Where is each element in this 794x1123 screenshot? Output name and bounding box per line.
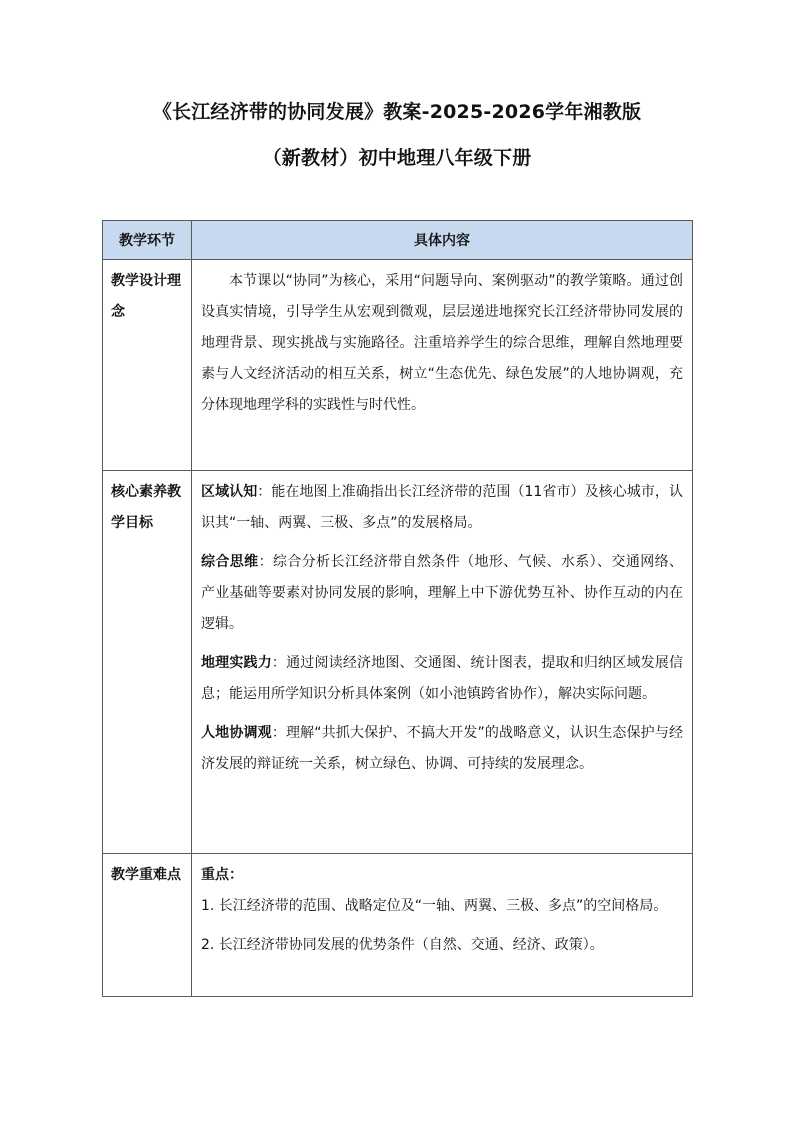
lesson-plan-table (102, 220, 693, 997)
goal-human-land-coordination (192, 718, 692, 780)
document-title-line-2: （新教材）初中地理八年级下册 (262, 147, 532, 169)
goal-geographic-practice (192, 648, 692, 710)
goal-name: 人地协调观 (201, 725, 272, 741)
header-teaching-stage: 教学环节 (103, 221, 192, 260)
row-label-cell (103, 260, 192, 471)
row-label-core-literacy-goals: 核心素养教学目标 (111, 484, 181, 531)
header-specific-content: 具体内容 (192, 221, 693, 260)
goal-text: ：综合分析长江经济带自然条件（地形、气候、水系）、交通网络、产业基础等要素对协同发展的影响，理解上中下游优势互补、协作互动的内在逻辑。 (201, 554, 684, 632)
table-header-row (103, 221, 693, 260)
row-label-design-concept: 教学设计理念 (111, 273, 181, 320)
goal-integrated-thinking (192, 547, 692, 640)
goal-text: ：理解“共抓大保护、不搞大开发”的战略意义，认识生态保护与经济发展的辩证统一关系，树立绿色、协调、可持续的发展理念。 (201, 725, 683, 772)
goal-regional-cognition (192, 471, 692, 539)
goal-text: ：通过阅读经济地图、交通图、统计图表，提取和归纳区域发展信息；能运用所学知识分析具体案例（如小池镇跨省协作），解决实际问题。 (201, 655, 684, 702)
goal-name: 综合思维 (201, 554, 259, 570)
design-concept-text: 本节课以“协同”为核心，采用“问题导向、案例驱动”的教学策略。通过创设真实情境，引导学生从宏观到微观，层层递进地探究长江经济带协同发展的地理背景、现实挑战与实施路径。注重培养学生的综合思维，理解自然地理要素与人文经济活动的相互关系，树立“生态优先、绿色发展”的人地协调观，充分体现地理学科的实践性与时代性。 (201, 273, 683, 413)
row-label-key-difficult-points: 教学重难点 (111, 867, 181, 883)
row-content-cell (192, 854, 693, 997)
goal-text: ：能在地图上准确指出长江经济带的范围（11省市）及核心城市，认识其“一轴、两翼、三极、多点”的发展格局。 (201, 484, 683, 531)
row-content-cell (192, 471, 693, 854)
key-point-item: 2. 长江经济带协同发展的优势条件（自然、交通、经济、政策）。 (201, 937, 604, 953)
row-content-cell (192, 260, 693, 471)
document-title-line-1: 《长江经济带的协同发展》教案-2025-2026学年湘教版 (152, 101, 642, 123)
key-point-item: 1. 长江经济带的范围、战略定位及“一轴、两翼、三极、多点”的空间格局。 (201, 898, 668, 914)
goal-name: 区域认知 (201, 484, 258, 500)
goal-name: 地理实践力 (201, 655, 272, 671)
table-row (103, 260, 693, 471)
row-label-cell (103, 471, 192, 854)
table-row (103, 854, 693, 997)
row-label-cell (103, 854, 192, 997)
key-points-heading: 重点： (201, 867, 243, 883)
table-row (103, 471, 693, 854)
